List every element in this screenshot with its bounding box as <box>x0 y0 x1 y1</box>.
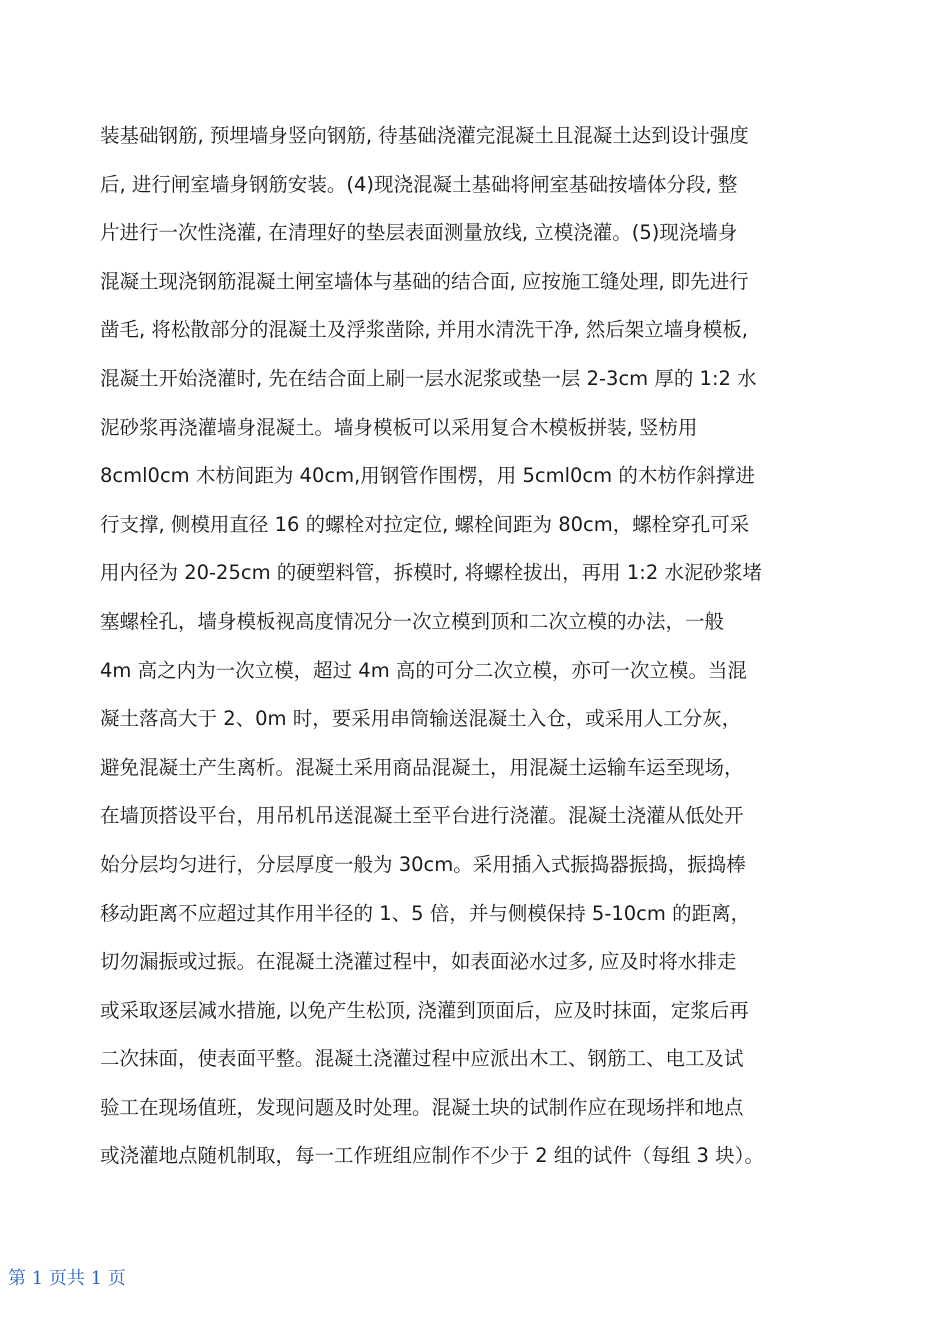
text-line: 8cml0cm 木枋间距为 40cm,用钢管作围楞，用 5cml0cm 的木枋作斜撑进 <box>100 464 755 488</box>
text-line: 在墙顶搭设平台，用吊机吊送混凝土至平台进行浇灌。混凝土浇灌从低处开 <box>100 804 744 828</box>
text-line: 凝土落高大于 2、0m 时，要采用串筒输送混凝土入仓，或采用人工分灰， <box>100 707 742 731</box>
text-line: 用内径为 20-25cm 的硬塑料管，拆模时, 将螺栓拔出，再用 1:2 水泥砂浆堵 <box>100 561 762 585</box>
text-line: 始分层均匀进行，分层厚度一般为 30cm。采用插入式振捣器振捣，振捣棒 <box>100 852 746 876</box>
text-line: 二次抹面，使表面平整。混凝土浇灌过程中应派出木工、钢筋工、电工及试 <box>100 1047 744 1071</box>
text-line: 切勿漏振或过振。在混凝土浇灌过程中，如表面泌水过多, 应及时将水排走 <box>100 950 737 974</box>
text-line: 泥砂浆再浇灌墙身混凝土。墙身模板可以采用复合木模板拼装, 竖枋用 <box>100 415 698 439</box>
text-line: 或采取逐层减水措施, 以免产生松顶, 浇灌到顶面后，应及时抹面，定浆后再 <box>100 998 749 1022</box>
text-line: 混凝土开始浇灌时, 先在结合面上刷一层水泥浆或垫一层 2-3cm 厚的 1:2 水 <box>100 366 757 390</box>
text-line: 片进行一次性浇灌, 在清理好的垫层表面测量放线, 立模浇灌。(5)现浇墙身 <box>100 221 738 245</box>
text-line: 凿毛, 将松散部分的混凝土及浮浆凿除, 并用水清洗干净, 然后架立墙身模板, <box>100 318 748 342</box>
text-line: 4m 高之内为一次立模，超过 4m 高的可分二次立模，亦可一次立模。当混 <box>100 658 747 682</box>
text-line: 或浇灌地点随机制取，每一工作班组应制作不少于 2 组的试件（每组 3 块）。 <box>100 1144 764 1168</box>
text-line: 后, 进行闸室墙身钢筋安装。(4)现浇混凝土基础将闸室基础按墙体分段, 整 <box>100 172 738 196</box>
body-text <box>100 112 860 1181</box>
text-line: 塞螺栓孔，墙身模板视高度情况分一次立模到顶和二次立模的办法，一般 <box>100 609 725 633</box>
text-line: 验工在现场值班，发现问题及时处理。混凝土块的试制作应在现场拌和地点 <box>100 1095 744 1119</box>
text-line: 装基础钢筋, 预埋墙身竖向钢筋, 待基础浇灌完混凝土且混凝土达到设计强度 <box>100 124 749 147</box>
text-line: 行支撑, 侧模用直径 16 的螺栓对拉定位, 螺栓间距为 80cm，螺栓穿孔可采 <box>100 512 750 536</box>
text-line: 混凝土现浇钢筋混凝土闸室墙体与基础的结合面, 应按施工缝处理, 即先进行 <box>100 269 749 293</box>
text-line: 移动距离不应超过其作用半径的 1、5 倍，并与侧模保持 5-10cm 的距离， <box>100 901 751 925</box>
text-line: 避免混凝土产生离析。混凝土采用商品混凝土，用混凝土运输车运至现场， <box>100 755 744 779</box>
page-number-footer: 第 1 页共 1 页 <box>8 1268 126 1289</box>
